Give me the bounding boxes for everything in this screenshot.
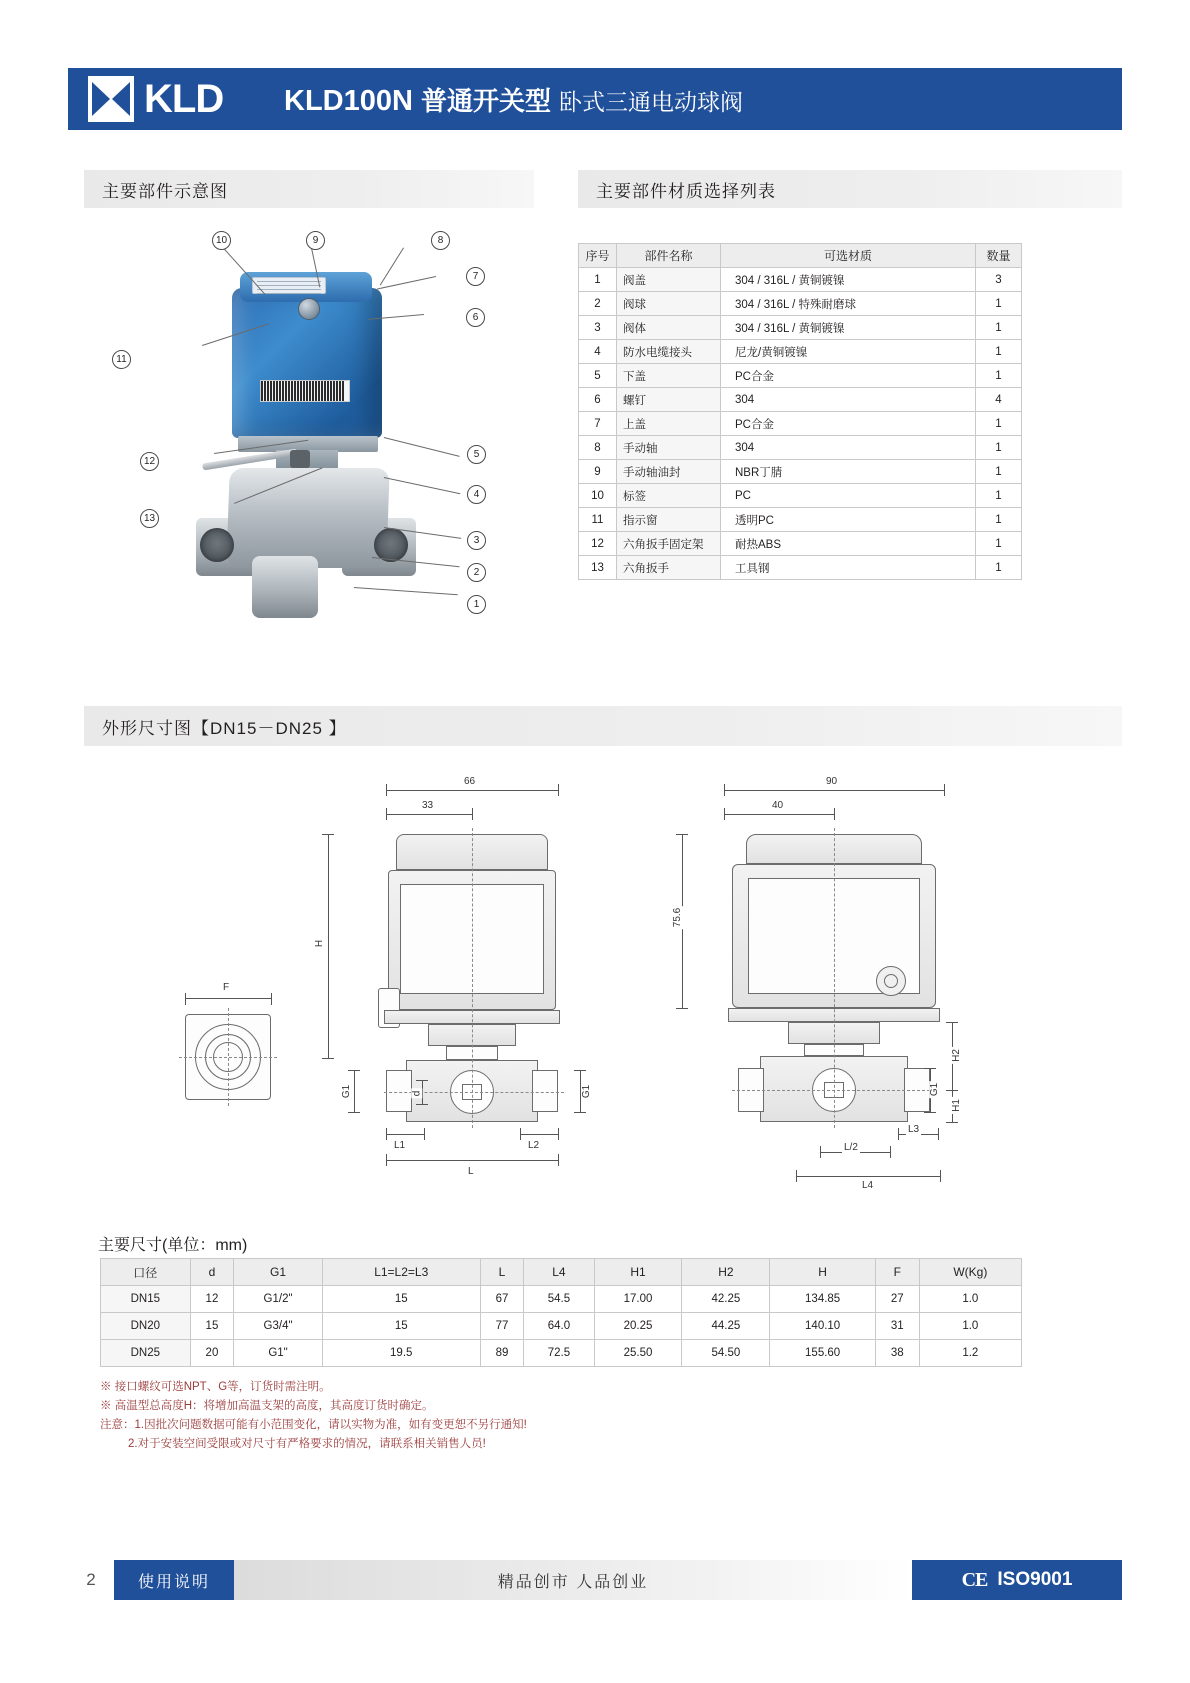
callout-6: 6 <box>466 308 485 327</box>
valve-port-left-section <box>386 1070 412 1112</box>
cell-part-name: 阀球 <box>617 292 721 316</box>
cell-material: 工具钢 <box>721 556 976 580</box>
cell-index: 10 <box>579 484 617 508</box>
footer-slogan: 精品创市 人品创业 <box>234 1560 912 1600</box>
th-bore: 口径 <box>101 1259 191 1286</box>
cell-index: 6 <box>579 388 617 412</box>
cell-material: 透明PC <box>721 508 976 532</box>
cell-h2: 44.25 <box>682 1313 770 1340</box>
iso-label: ISO9001 <box>997 1569 1073 1590</box>
cell-part-name: 标签 <box>617 484 721 508</box>
section-header-material-list <box>578 170 1122 208</box>
section-title-dimension-drawing: 外形尺寸图【DN15－DN25 】 <box>102 718 347 738</box>
callout-4: 4 <box>467 485 486 504</box>
cell-f: 38 <box>875 1340 919 1367</box>
cell-material: 尼龙/黄铜镀镍 <box>721 340 976 364</box>
cell-material: 304 <box>721 388 976 412</box>
cell-l1l2l3: 15 <box>322 1313 480 1340</box>
cell-f: 27 <box>875 1286 919 1313</box>
cell-quantity: 1 <box>976 364 1022 388</box>
cell-h1: 20.25 <box>594 1313 682 1340</box>
cell-f: 31 <box>875 1313 919 1340</box>
note-thread-option: ※ 接口螺纹可选NPT、G等，订货时需注明。 <box>100 1381 331 1393</box>
table-row <box>579 436 1022 460</box>
table-row <box>101 1340 1022 1367</box>
cell-l1l2l3: 19.5 <box>322 1340 480 1367</box>
brand-logo <box>68 68 268 130</box>
cell-quantity: 1 <box>976 292 1022 316</box>
cell-part-name: 下盖 <box>617 364 721 388</box>
th-g1: G1 <box>234 1259 323 1286</box>
callout-7: 7 <box>466 267 485 286</box>
cell-d: 12 <box>190 1286 234 1313</box>
cell-index: 1 <box>579 268 617 292</box>
callout-12: 12 <box>140 452 159 471</box>
dim-label-l4: L4 <box>862 1180 874 1191</box>
side-view <box>672 776 974 1191</box>
dim-label-l: L <box>468 1166 474 1177</box>
table-row <box>579 556 1022 580</box>
port-hole-left <box>200 528 234 562</box>
section-title-material-list: 主要部件材质选择列表 <box>596 181 776 201</box>
table-header-row <box>101 1259 1022 1286</box>
table-row <box>579 412 1022 436</box>
dim-label-l-half: L/2 <box>844 1142 858 1153</box>
dim-label-h1: H1 <box>950 1099 962 1112</box>
footer-certifications <box>912 1560 1122 1600</box>
dim-label-l2: L2 <box>528 1140 540 1151</box>
callout-13: 13 <box>140 509 159 528</box>
cell-material: 304 / 316L / 特殊耐磨球 <box>721 292 976 316</box>
cell-material: 304 / 316L / 黄铜镀镍 <box>721 316 976 340</box>
note-attention-2: 2.对于安装空间受限或对尺寸有严格要求的情况，请联系相关销售人员! <box>128 1437 486 1450</box>
product-model: KLD100N <box>284 84 413 117</box>
cell-g1: G1/2" <box>234 1286 323 1313</box>
cell-index: 5 <box>579 364 617 388</box>
cell-bore: DN20 <box>101 1313 191 1340</box>
notes-block <box>100 1378 1020 1454</box>
table-row <box>579 340 1022 364</box>
th-h2: H2 <box>682 1259 770 1286</box>
cell-weight: 1.0 <box>919 1313 1021 1340</box>
table-row <box>579 316 1022 340</box>
cell-part-name: 手动轴 <box>617 436 721 460</box>
cell-weight: 1.0 <box>919 1286 1021 1313</box>
cell-material: 304 <box>721 436 976 460</box>
cell-part-name: 阀盖 <box>617 268 721 292</box>
section-header-dimension-drawing <box>84 706 1122 746</box>
cell-quantity: 4 <box>976 388 1022 412</box>
table-row <box>101 1286 1022 1313</box>
cell-d: 15 <box>190 1313 234 1340</box>
cell-index: 13 <box>579 556 617 580</box>
dimension-drawing <box>84 748 1122 1200</box>
material-table <box>578 243 1022 580</box>
cell-material: PC合金 <box>721 412 976 436</box>
cell-h1: 25.50 <box>594 1340 682 1367</box>
valve-body <box>226 468 389 568</box>
th-l4: L4 <box>524 1259 594 1286</box>
table-row <box>579 460 1022 484</box>
note-high-temp-height: ※ 高温型总高度H：将增加高温支架的高度，其高度订货时确定。 <box>100 1399 434 1412</box>
page-header <box>68 68 1122 130</box>
callout-10: 10 <box>212 231 231 250</box>
kld-logo-icon <box>88 76 134 122</box>
dim-label-side-width: 90 <box>826 776 838 787</box>
cell-index: 8 <box>579 436 617 460</box>
table-row <box>579 484 1022 508</box>
cell-material: PC <box>721 484 976 508</box>
cell-weight: 1.2 <box>919 1340 1021 1367</box>
th-part-name: 部件名称 <box>617 244 721 268</box>
cell-g1: G1" <box>234 1340 323 1367</box>
dim-label-side-body-height: 75.6 <box>672 907 684 928</box>
cell-part-name: 上盖 <box>617 412 721 436</box>
dim-label-front-half-width: 33 <box>422 800 434 811</box>
table-row <box>579 388 1022 412</box>
product-type: 普通开关型 <box>420 85 551 116</box>
ce-mark-icon: CE <box>961 1568 988 1591</box>
th-material: 可选材质 <box>721 244 976 268</box>
cell-bore: DN15 <box>101 1286 191 1313</box>
table-row <box>579 364 1022 388</box>
cell-quantity: 1 <box>976 412 1022 436</box>
th-weight: W(Kg) <box>919 1259 1021 1286</box>
cell-h1: 17.00 <box>594 1286 682 1313</box>
dim-label-h2: H2 <box>950 1049 962 1062</box>
product-desc: 卧式三通电动球阀 <box>558 88 743 115</box>
barcode-sticker <box>260 380 350 402</box>
dim-label-f: F <box>223 982 230 993</box>
table-row <box>579 508 1022 532</box>
th-d: d <box>190 1259 234 1286</box>
cell-l4: 72.5 <box>524 1340 594 1367</box>
cell-h2: 42.25 <box>682 1286 770 1313</box>
table-row <box>579 292 1022 316</box>
th-index: 序号 <box>579 244 617 268</box>
cell-material: 耐热ABS <box>721 532 976 556</box>
section-title-parts-diagram: 主要部件示意图 <box>102 181 228 201</box>
hex-wrench-bracket <box>290 450 310 468</box>
th-f: F <box>875 1259 919 1286</box>
cell-quantity: 1 <box>976 460 1022 484</box>
cell-part-name: 阀体 <box>617 316 721 340</box>
callout-8: 8 <box>431 231 450 250</box>
th-l1l2l3: L1=L2=L3 <box>322 1259 480 1286</box>
callout-9: 9 <box>306 231 325 250</box>
top-view <box>179 982 279 1108</box>
th-l: L <box>480 1259 524 1286</box>
cell-h2: 54.50 <box>682 1340 770 1367</box>
callout-2: 2 <box>467 563 486 582</box>
valve-port-bottom <box>252 556 318 618</box>
dim-label-l1: L1 <box>394 1140 406 1151</box>
dim-label-l3: L3 <box>908 1124 920 1135</box>
cell-bore: DN25 <box>101 1340 191 1367</box>
cell-quantity: 1 <box>976 532 1022 556</box>
cell-l: 89 <box>480 1340 524 1367</box>
dim-label-side-g1: G1 <box>929 1082 941 1097</box>
cell-index: 2 <box>579 292 617 316</box>
cell-l4: 54.5 <box>524 1286 594 1313</box>
main-size-title: 主要尺寸(单位：mm) <box>98 1237 248 1254</box>
cell-g1: G3/4" <box>234 1313 323 1340</box>
page-title <box>284 81 743 118</box>
cell-h: 140.10 <box>770 1313 876 1340</box>
parts-diagram <box>84 215 554 645</box>
footer-manual-label: 使用说明 <box>114 1560 234 1600</box>
cell-quantity: 1 <box>976 508 1022 532</box>
cell-quantity: 3 <box>976 268 1022 292</box>
cell-part-name: 螺钉 <box>617 388 721 412</box>
manual-shaft-knob <box>298 298 320 320</box>
cell-l4: 64.0 <box>524 1313 594 1340</box>
table-row <box>579 532 1022 556</box>
size-table <box>100 1258 1022 1367</box>
cell-l: 67 <box>480 1286 524 1313</box>
section-header-parts-diagram <box>84 170 534 208</box>
cell-quantity: 1 <box>976 436 1022 460</box>
cell-index: 9 <box>579 460 617 484</box>
cell-quantity: 1 <box>976 316 1022 340</box>
page-number: 2 <box>86 1570 96 1589</box>
cell-material: 304 / 316L / 黄铜镀镍 <box>721 268 976 292</box>
cell-quantity: 1 <box>976 484 1022 508</box>
callout-5: 5 <box>467 445 486 464</box>
cell-index: 11 <box>579 508 617 532</box>
th-h: H <box>770 1259 876 1286</box>
table-row <box>579 268 1022 292</box>
dim-label-side-half-width: 40 <box>772 800 784 811</box>
note-attention-1: 注意：1.因批次问题数据可能有小范围变化，请以实物为准，如有变更恕不另行通知! <box>100 1418 527 1431</box>
cell-part-name: 指示窗 <box>617 508 721 532</box>
dim-label-front-width: 66 <box>464 776 476 787</box>
table-header-row <box>579 244 1022 268</box>
front-view <box>314 776 614 1177</box>
cell-material: PC合金 <box>721 364 976 388</box>
cell-index: 4 <box>579 340 617 364</box>
th-quantity: 数量 <box>976 244 1022 268</box>
th-h1: H1 <box>594 1259 682 1286</box>
cell-part-name: 手动轴油封 <box>617 460 721 484</box>
callout-1: 1 <box>467 595 486 614</box>
cell-part-name: 防水电缆接头 <box>617 340 721 364</box>
dim-label-h: H <box>314 939 326 948</box>
cell-h: 134.85 <box>770 1286 876 1313</box>
callout-3: 3 <box>467 531 486 550</box>
cell-part-name: 六角扳手固定架 <box>617 532 721 556</box>
cell-l: 77 <box>480 1313 524 1340</box>
cell-part-name: 六角扳手 <box>617 556 721 580</box>
logo-text: KLD <box>144 76 224 121</box>
valve-port-right-section <box>532 1070 558 1112</box>
cell-quantity: 1 <box>976 556 1022 580</box>
cell-index: 12 <box>579 532 617 556</box>
cell-index: 3 <box>579 316 617 340</box>
dim-label-g1-right: G1 <box>581 1084 593 1099</box>
cell-l1l2l3: 15 <box>322 1286 480 1313</box>
cell-d: 20 <box>190 1340 234 1367</box>
cell-h: 155.60 <box>770 1340 876 1367</box>
cell-material: NBR丁腈 <box>721 460 976 484</box>
table-row <box>101 1313 1022 1340</box>
callout-11: 11 <box>112 350 131 369</box>
dim-label-g1-left: G1 <box>341 1084 353 1099</box>
page-footer <box>68 1560 1122 1600</box>
dim-label-d: d <box>411 1090 423 1097</box>
cell-index: 7 <box>579 412 617 436</box>
cell-quantity: 1 <box>976 340 1022 364</box>
